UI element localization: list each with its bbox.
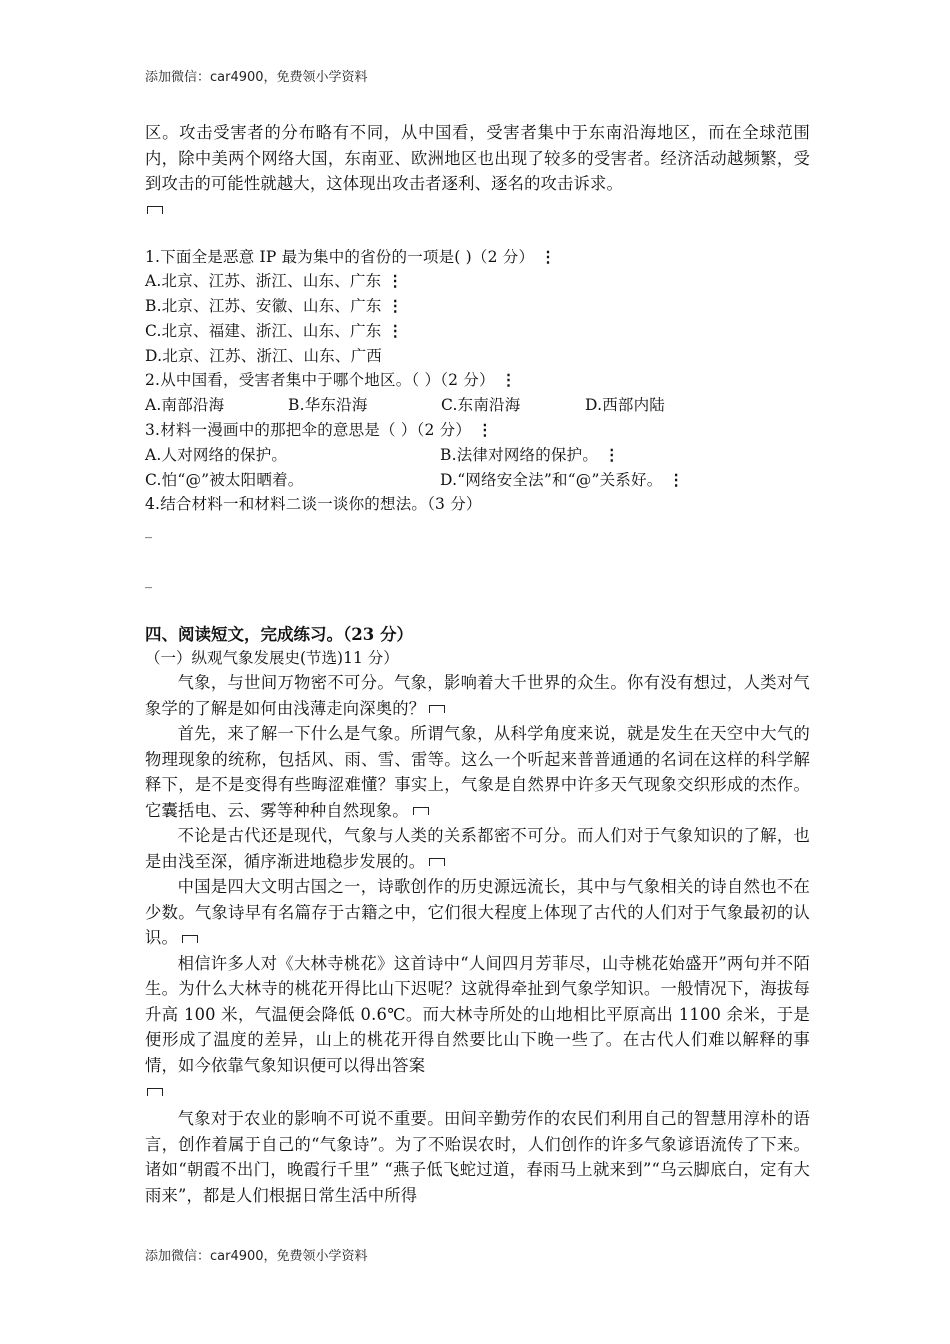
- q1-option-d: D.北京、江苏、浙江、山东、广西: [145, 346, 383, 365]
- article-paragraph-3-text: 不论是古代还是现代，气象与人类的关系都密不可分。而人们对于气象知识的了解，也是由浅至深，循序渐进地稳步发展的。: [145, 826, 810, 871]
- paragraph-mark-icon: [147, 206, 163, 214]
- q2-option-b: B.华东沿海: [288, 396, 368, 415]
- article-paragraph-5-text: 相信许多人对《大林寺桃花》这首诗中“人间四月芳菲尽，山寺桃花始盛开”两句并不陌生。为什么大林寺的桃花开得比山下迟呢？这就得牵扯到气象学知识。一般情况下，海拔每升高 100 米，气温便会降低 0.6℃。而大林寺所处的山地相比平原高出 1100 余米，于是便形成了温度的差异，山上的桃花开得自然要比山下晚一些了。在古代人们难以解释的事情，如今依靠气象知识便可以得出答案: [145, 953, 810, 1075]
- ellipsis-icon: ⋮: [668, 469, 685, 489]
- ellipsis-icon: ⋮: [500, 370, 517, 390]
- q1-stem: 1.下面全是恶意 IP 最为集中的省份的一项是( )（2 分）: [145, 247, 535, 266]
- question-1: [145, 245, 810, 369]
- article-paragraph-4-text: 中国是四大文明古国之一，诗歌创作的历史源远流长，其中与气象相关的诗自然也不在少数。气象诗早有名篇存于古籍之中，它们很大程度上体现了古代的人们对于气象最初的认识。: [145, 877, 810, 948]
- section-4-title: 四、阅读短文，完成练习。（23 分）: [145, 625, 413, 645]
- q3-option-d: D.“网络安全法”和“@”关系好。: [440, 470, 663, 489]
- question-2: [145, 368, 810, 418]
- q3-stem: 3.材料一漫画中的那把伞的意思是（ ）（2 分）: [145, 421, 472, 440]
- article-paragraph-1: [145, 670, 810, 721]
- q1-option-c: C.北京、福建、浙江、山东、广东: [145, 321, 382, 340]
- article-paragraph-2-text: 首先，来了解一下什么是气象。所谓气象，从科学角度来说，就是发生在天空中大气的物理现象的统称，包括风、雨、雪、雷等。这么一个听起来普普通通的名词在这样的科学解释下，是不是变得有些晦涩难懂？事实上，气象是自然界中许多天气现象交织形成的杰作。它囊括电、云、雾等种种自然现象。: [145, 724, 810, 820]
- article-paragraph-2: [145, 721, 810, 823]
- q2-option-c: C.东南沿海: [441, 396, 521, 415]
- article-paragraph-3: [145, 823, 810, 874]
- paragraph-mark-icon: [182, 935, 198, 943]
- ellipsis-icon: ⋮: [387, 271, 404, 291]
- article-paragraph-6: 气象对于农业的影响不可说不重要。田间辛勤劳作的农民们利用自己的智慧用淳朴的语言，创作着属于自己的“气象诗”。为了不贻误农时，人们创作的许多气象谚语流传了下来。诸如“朝霞不出门，晚霞行千里” “燕子低飞蛇过道，春雨马上就来到”“乌云脚底白，定有大雨来”，都是人们根据日常生活中所得: [145, 1109, 810, 1205]
- q2-stem: 2.从中国看，受害者集中于哪个地区。（ ）（2 分）: [145, 371, 495, 390]
- q1-option-b: B.北京、江苏、安徽、山东、广东: [145, 297, 382, 316]
- ellipsis-icon: ⋮: [387, 296, 404, 316]
- q3-option-b: B.法律对网络的保护。: [440, 445, 599, 464]
- paragraph-mark-icon: [429, 705, 445, 713]
- page-content: [145, 120, 810, 1208]
- q1-option-a: A.北京、江苏、浙江、山东、广东: [145, 272, 382, 291]
- paragraph-mark-icon: [429, 858, 445, 866]
- ellipsis-icon: ⋮: [604, 444, 620, 464]
- page-footer: 添加微信：car4900，免费领小学资料: [145, 1249, 368, 1264]
- question-4: [145, 492, 810, 617]
- section-4-subtitle: （一）纵观气象发展史(节选)11 分）: [145, 649, 399, 668]
- answer-line-1: _: [145, 523, 152, 540]
- intro-paragraph: 区。攻击受害者的分布略有不同，从中国看，受害者集中于东南沿海地区，而在全球范围内，除中美两个网络大国，东南亚、欧洲地区也出现了较多的受害者。经济活动越频繁，受到攻击的可能性就越大，这体现出攻击者逐利、逐名的攻击诉求。: [145, 123, 810, 193]
- ellipsis-icon: ⋮: [387, 320, 404, 340]
- paragraph-mark-icon: [147, 1088, 163, 1096]
- answer-line-2: _: [145, 573, 152, 590]
- q4-stem: 4.结合材料一和材料二谈一谈你的想法。（3 分）: [145, 495, 482, 514]
- article-paragraph-1-text: 气象，与世间万物密不可分。气象，影响着大千世界的众生。你有没有想过，人类对气象学的了解是如何由浅薄走向深奥的？: [145, 673, 810, 718]
- paragraph-mark-row: [145, 1078, 810, 1106]
- ellipsis-icon: ⋮: [477, 420, 493, 440]
- q2-option-a: A.南部沿海: [145, 396, 225, 415]
- question-3: [145, 418, 810, 492]
- ellipsis-icon: ⋮: [540, 246, 556, 266]
- article-paragraph-4: [145, 874, 810, 951]
- q3-option-c: C.怕“@”被太阳晒着。: [145, 470, 304, 489]
- article-paragraph-5: [145, 951, 810, 1079]
- q3-option-a: A.人对网络的保护。: [145, 445, 288, 464]
- paragraph-mark-row: [145, 197, 810, 225]
- q2-option-d: D.西部内陆: [585, 396, 666, 415]
- paragraph-mark-icon: [413, 807, 429, 815]
- page-header: 添加微信：car4900，免费领小学资料: [145, 70, 368, 85]
